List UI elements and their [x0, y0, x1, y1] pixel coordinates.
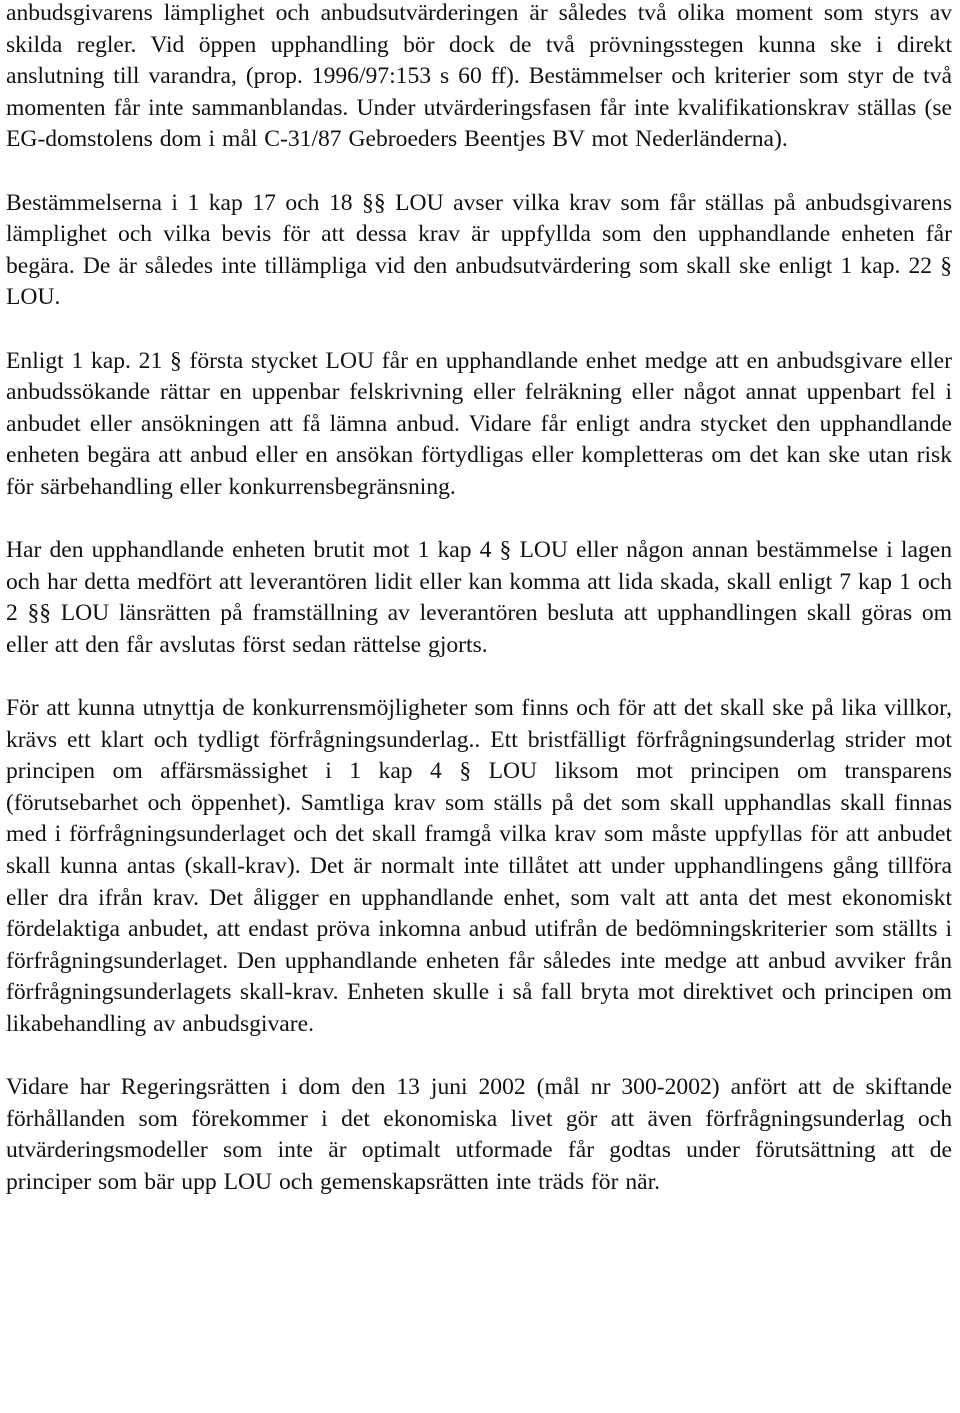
document-page [6, 0, 952, 1199]
paragraph-regeringsratten-ruling: Vidare har Regeringsrätten i dom den 13 juni 2002 (mål nr 300-2002) anfört att de skiftande förhållanden som förekommer i det ekonomiska livet gör att även förfrågningsunderlag och utvärderingsmodeller som inte är optimalt utformade får godtas under förutsättning att de principer som bär upp LOU och gemenskapsrätten inte träds för när. [6, 1074, 952, 1195]
paragraph-qualification-vs-evaluation: anbudsgivarens lämplighet och anbudsutvärderingen är således två olika moment som styrs av skilda regler. Vid öppen upphandling bör dock de två prövningsstegen kunna ske i direkt anslutning till varandra, (prop. 1996/97:153 s 60 ff). Bestämmelser och kriterier som styr de två momenten får inte sammanblandas. Under utvärderingsfasen får inte kvalifikationskrav ställas (se EG-domstolens dom i mål C-31/87 Gebroeders Beentjes BV mot Nederländerna). [6, 0, 952, 153]
paragraph-lansratten-review: Har den upphandlande enheten brutit mot 1 kap 4 § LOU eller någon annan bestämmelse i lagen och har detta medfört att leverantören lidit eller kan komma att lida skada, skall enligt 7 kap 1 och 2 §§ LOU länsrätten på framställning av leverantören besluta att upphandlingen skall göras om eller att den får avslutas först sedan rättelse gjorts. [6, 537, 952, 658]
paragraph-tender-documents: För att kunna utnyttja de konkurrensmöjligheter som finns och för att det skall ske på lika villkor, krävs ett klart och tydligt förfrågningsunderlag.. Ett bristfälligt förfrågningsunderlag strider mot principen om affärsmässighet i 1 kap 4 § LOU liksom mot principen om transparens (förutsebarhet och öppenhet). Samtliga krav som ställs på det som skall upphandlas skall finnas med i förfrågningsunderlaget och det skall framgå vilka krav som måste uppfyllas för att anbudet skall kunna antas (skall-krav). Det är normalt inte tillåtet att under upphandlingens gång tillföra eller dra ifrån krav. Det åligger en upphandlande enhet, som valt att anta det mest ekonomiskt fördelaktiga anbudet, att endast pröva inkomna anbud utifrån de bedömningskriterier som ställts i förfrågningsunderlaget. Den upphandlande enheten får således inte medge att anbud avviker från förfrågningsunderlagets skall-krav. Enheten skulle i så fall bryta mot direktivet och principen om likabehandling av anbudsgivare. [6, 695, 952, 1037]
paragraph-lou-17-18: Bestämmelserna i 1 kap 17 och 18 §§ LOU avser vilka krav som får ställas på anbudsgivarens lämplighet och vilka bevis för att dessa krav är uppfyllda som den upphandlande enheten får begära. De är således inte tillämpliga vid den anbudsutvärdering som skall ske enligt 1 kap. 22 § LOU. [6, 189, 952, 311]
paragraph-lou-21-correction: Enligt 1 kap. 21 § första stycket LOU får en upphandlande enhet medge att en anbudsgivare eller anbudssökande rättar en uppenbar felskrivning eller felräkning eller något annat uppenbart fel i anbudet eller ansökningen att få lämna anbud. Vidare får enligt andra stycket den upphandlande enheten begära att anbud eller en ansökan förtydligas eller kompletteras om det kan ske utan risk för särbehandling eller konkurrensbegränsning. [6, 347, 952, 500]
